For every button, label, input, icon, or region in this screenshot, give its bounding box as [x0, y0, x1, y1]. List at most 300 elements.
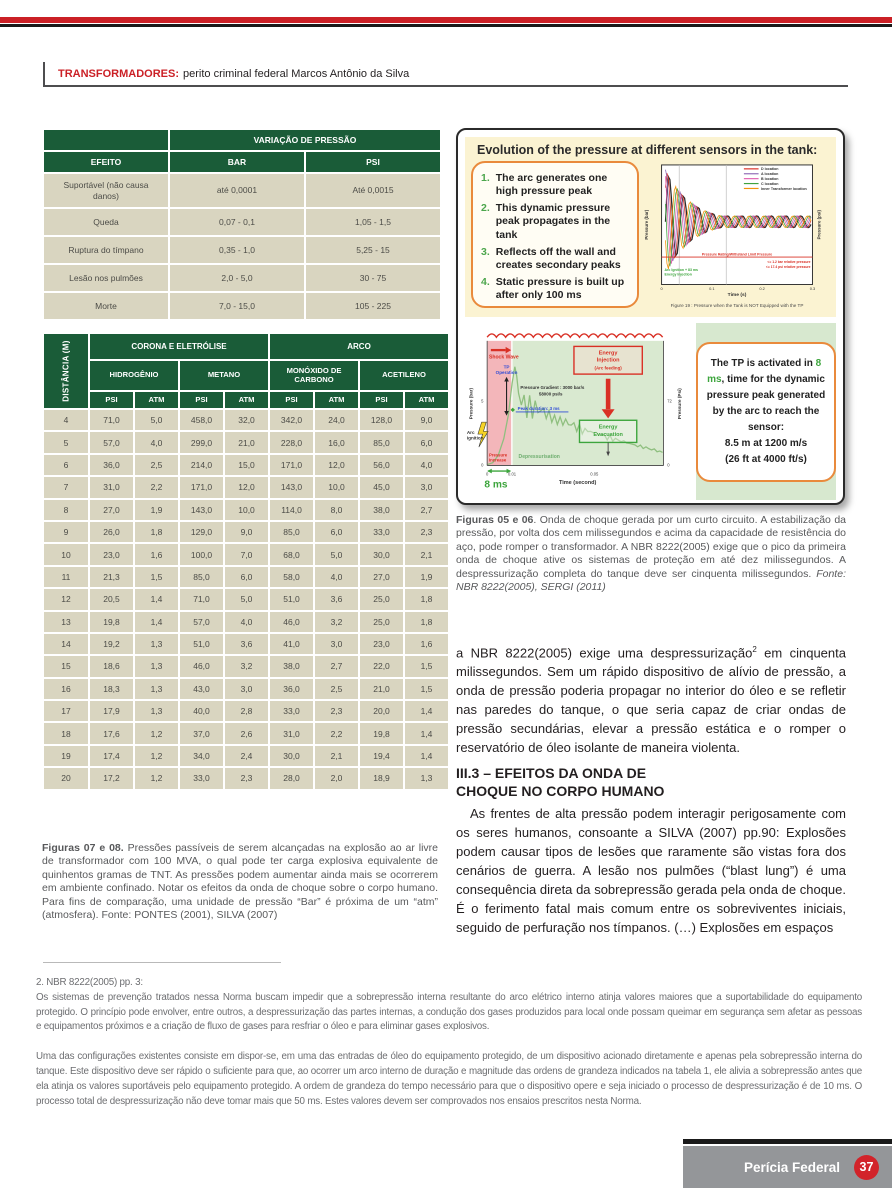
- figure05-title: Evolution of the pressure at different sensors in the tank:: [477, 143, 818, 157]
- list-text: This dynamic pressure peak propagates in the tank: [495, 202, 611, 241]
- table2-cell: 6,0: [225, 567, 268, 587]
- table2-cell: 41,0: [270, 634, 313, 654]
- distance-header-label: DISTÂNCIA (M): [61, 340, 71, 402]
- pressure-variation-table: [42, 128, 442, 321]
- x-tick: 0.1: [708, 285, 715, 291]
- 8ms-label: 8 ms: [484, 479, 508, 491]
- table2-cell: 3,0: [405, 477, 448, 497]
- x-tick: 0.05: [590, 471, 599, 477]
- table1-col-header: PSI: [306, 152, 440, 172]
- table2-cell: 2,5: [135, 455, 178, 475]
- table2-cell: 171,0: [270, 455, 313, 475]
- x-tick: 0.2: [758, 285, 765, 291]
- table2-row: [44, 432, 448, 452]
- table2-cell: 128,0: [360, 410, 403, 430]
- table2-row: [44, 455, 448, 475]
- table1-cell: 105 - 225: [306, 293, 440, 319]
- table2-cell: 7,0: [225, 544, 268, 564]
- table2-group-header: ARCO: [270, 334, 448, 359]
- heading-line: CHOQUE NO CORPO HUMANO: [456, 783, 665, 799]
- table2-cell: 17,2: [90, 768, 133, 788]
- table2-cell: 20,0: [360, 701, 403, 721]
- figure05-list-item: [481, 276, 632, 302]
- table2-cell: 9,0: [225, 522, 268, 542]
- table2-cell: 8,0: [315, 500, 358, 520]
- table2-cell: 71,0: [90, 410, 133, 430]
- table2-cell: 28,0: [270, 768, 313, 788]
- arc-ignition-label: Ignition: [466, 435, 484, 441]
- table2-cell: 85,0: [270, 522, 313, 542]
- section-subtitle: perito criminal federal Marcos Antônio da Silva: [183, 67, 410, 80]
- table2-cell: 13: [44, 612, 88, 632]
- table2-cell: 4: [44, 410, 88, 430]
- table1-cell: Ruptura do tímpano: [44, 237, 168, 263]
- table2-cell: 2,8: [225, 701, 268, 721]
- table2-cell: 2,0: [315, 768, 358, 788]
- table1-span-header: VARIAÇÃO DE PRESSÃO: [170, 130, 440, 150]
- table2-cell: 4,0: [135, 432, 178, 452]
- table2-cell: 143,0: [180, 500, 223, 520]
- table2-cell: 3,2: [225, 656, 268, 676]
- figure05-chart: [639, 159, 836, 312]
- table2-cell: 3,6: [225, 634, 268, 654]
- legend-label: A location: [760, 172, 778, 177]
- table2-cell: 8: [44, 500, 88, 520]
- table2-cell: 14: [44, 634, 88, 654]
- table2-cell: 51,0: [180, 634, 223, 654]
- table1-cell: 2,0 - 5,0: [170, 265, 304, 291]
- footnotes: [36, 976, 862, 1109]
- table2-cell: 17,6: [90, 723, 133, 743]
- table2-cell: 1,4: [405, 701, 448, 721]
- table2-cell: 1,4: [135, 612, 178, 632]
- y-tick: 0: [667, 462, 670, 468]
- list-text: The arc generates one high pressure peak: [495, 172, 608, 198]
- table2-cell: 2,6: [225, 723, 268, 743]
- table2-cell: 2,3: [225, 768, 268, 788]
- table2-gas-header: ACETILENO: [360, 361, 448, 390]
- note-speed: 8.5 m at 1200 m/s: [724, 437, 808, 449]
- table2-cell: 45,0: [360, 477, 403, 497]
- table2-cell: 21,0: [225, 432, 268, 452]
- unit-header: ATM: [225, 392, 268, 408]
- table2-cell: 17: [44, 701, 88, 721]
- table2-cell: 5,0: [315, 544, 358, 564]
- pressure-sensors-chart: [640, 159, 836, 312]
- note-speed-ft: (26 ft at 4000 ft/s): [725, 453, 807, 465]
- shockwave-label: Shock Wave: [489, 354, 519, 361]
- legend-label: C location: [760, 181, 778, 186]
- table2-gas-header: MONÓXIDO DE CARBONO: [270, 361, 358, 390]
- limit-note: <= 17.4 psi relative pressure: [765, 264, 811, 269]
- table2-cell: 20,5: [90, 589, 133, 609]
- table2-cell: 19,8: [90, 612, 133, 632]
- page-number-badge: 37: [854, 1155, 879, 1180]
- wavy-line: [487, 334, 662, 337]
- table2-cell: 30,0: [270, 746, 313, 766]
- table2-cell: 1,2: [135, 723, 178, 743]
- figure-06: [465, 323, 836, 500]
- figure05-list-item: [481, 202, 632, 241]
- table2-cell: 24,0: [315, 410, 358, 430]
- table1-row: [44, 237, 440, 263]
- table1-cell: até 0,0001: [170, 174, 304, 207]
- table2-cell: 228,0: [270, 432, 313, 452]
- table2-cell: 2,3: [315, 701, 358, 721]
- legend-label: Inner Transformer location: [760, 186, 807, 191]
- caption-text: . Onda de choque gerada por um curto circuito. A estabilização da pressão, por volta dos cem milissegundos e acima da capacidade de resistência do aço, pode romper o transformador. A NBR 8222(2005) exige que o pico da primeira onda de choque ative os sistemas de proteção em até dez milissegundos. A despressurização completa do tanque deve ser cinquenta milissegundos.: [456, 514, 847, 580]
- page-footer: [683, 1146, 892, 1188]
- arc-note: Energy Injection: [664, 272, 692, 277]
- table1-cell: 0,35 - 1,0: [170, 237, 304, 263]
- top-red-bar: [0, 17, 892, 23]
- note-text: The TP is activated in: [710, 357, 816, 369]
- table2-cell: 30,0: [360, 544, 403, 564]
- table2-cell: 12: [44, 589, 88, 609]
- note-highlight: 8 ms: [707, 357, 822, 385]
- table2-cell: 36,0: [270, 679, 313, 699]
- table2-cell: 2,5: [315, 679, 358, 699]
- table1-cell: Morte: [44, 293, 168, 319]
- footer-brand: Perícia Federal: [743, 1159, 840, 1175]
- table2-cell: 2,4: [225, 746, 268, 766]
- table2-cell: 16,0: [315, 432, 358, 452]
- caption-source: Fonte: NBR 8222(2005), SERGI (2011): [456, 567, 846, 594]
- table1-row: [44, 265, 440, 291]
- depressurisation-label: Depressurisation: [518, 454, 560, 461]
- table2-cell: 1,8: [405, 589, 448, 609]
- x-tick: 0.01: [508, 471, 517, 477]
- table2-cell: 71,0: [180, 589, 223, 609]
- shockwave-chart: [465, 323, 694, 500]
- table2-cell: 2,1: [315, 746, 358, 766]
- table2-cell: 57,0: [90, 432, 133, 452]
- table2-row: [44, 746, 448, 766]
- table2-cell: 1,5: [135, 567, 178, 587]
- table1-cell: 0,07 - 0,1: [170, 209, 304, 235]
- heading-line: III.3 – EFEITOS DA ONDA DE: [456, 765, 647, 781]
- wavy-red-line: [487, 334, 662, 337]
- pressure-increase-label: Increase: [489, 457, 507, 463]
- table2-unit-row: [44, 392, 448, 408]
- legend-label: B location: [760, 177, 778, 182]
- table2-cell: 22,0: [360, 656, 403, 676]
- caption-figs-07-08: [42, 842, 438, 922]
- y-axis-label-left: Pressure (bar): [468, 388, 474, 420]
- table2-row: [44, 567, 448, 587]
- table2-cell: 23,0: [360, 634, 403, 654]
- distance-pressure-table: [42, 332, 450, 791]
- table2-cell: 20: [44, 768, 88, 788]
- table1-col-header: BAR: [170, 152, 304, 172]
- figure-05-06-panel: [456, 128, 845, 505]
- table2-cell: 458,0: [180, 410, 223, 430]
- figure05-list: [471, 161, 639, 308]
- table2-row: [44, 679, 448, 699]
- body-paragraph-1: [456, 640, 846, 757]
- table2-cell: 18,3: [90, 679, 133, 699]
- caption-figs-05-06: [456, 514, 846, 594]
- table1-col-header: EFEITO: [44, 152, 168, 172]
- table2-gas-header: METANO: [180, 361, 268, 390]
- table2-cell: 342,0: [270, 410, 313, 430]
- table2-cell: 299,0: [180, 432, 223, 452]
- table2-cell: 32,0: [225, 410, 268, 430]
- list-number: 3.: [481, 245, 490, 258]
- legend-label: D location: [760, 167, 778, 172]
- table2-cell: 4,0: [225, 612, 268, 632]
- table2-cell: 1,2: [135, 768, 178, 788]
- figure05-list-item: [481, 246, 632, 272]
- table2-cell: 10: [44, 544, 88, 564]
- table2-cell: 5,0: [225, 589, 268, 609]
- table2-row: [44, 634, 448, 654]
- table1-cell: Lesão nos pulmões: [44, 265, 168, 291]
- table1-cell: 1,05 - 1,5: [306, 209, 440, 235]
- table2-cell: 46,0: [180, 656, 223, 676]
- table2-cell: 1,3: [135, 679, 178, 699]
- table2-cell: 1,3: [135, 701, 178, 721]
- table2-cell: 85,0: [360, 432, 403, 452]
- table2-cell: 21,0: [360, 679, 403, 699]
- caption-text: Pressões passíveis de serem alcançadas na explosão ao ar livre de transformador com 100 MVA, o qual pode ter carga explosiva equivalente de quinhentos gramas de TNT. As pressões podem aumentar ainda mais se ocorrerem em ambiente confinado. Notar os efeitos da onda de choque sobre o corpo humano. Para fins de comparação, uma unidade de pressão “Bar” é próxima de um “atm” (atmosfera). Fonte: PONTES (2001), SILVA (2007): [42, 842, 438, 922]
- table2-cell: 3,2: [315, 612, 358, 632]
- table2-cell: 26,0: [90, 522, 133, 542]
- table2-cell: 40,0: [180, 701, 223, 721]
- table2-cell: 56,0: [360, 455, 403, 475]
- table2-cell: 3,0: [225, 679, 268, 699]
- table2-cell: 1,9: [135, 500, 178, 520]
- arc-feeding-label: (Arc feeding): [594, 365, 622, 371]
- table2-cell: 12,0: [315, 455, 358, 475]
- energy-evacuation-label: Energy: [598, 424, 618, 431]
- table1-cell: Queda: [44, 209, 168, 235]
- unit-header: ATM: [405, 392, 448, 408]
- unit-header: PSI: [360, 392, 403, 408]
- peak-duration-label: Peak duration: 3 ms: [517, 406, 560, 412]
- table2-row: [44, 500, 448, 520]
- table1-cell: 30 - 75: [306, 265, 440, 291]
- table2-cell: 4,0: [405, 455, 448, 475]
- table2-cell: 3,0: [315, 634, 358, 654]
- table2-cell: 10,0: [315, 477, 358, 497]
- table2-cell: 27,0: [90, 500, 133, 520]
- table2-cell: 1,2: [135, 746, 178, 766]
- table2-header-row: [44, 334, 448, 359]
- x-tick: 0.3: [809, 285, 815, 291]
- table2-cell: 2,2: [135, 477, 178, 497]
- section-tag: TRANSFORMADORES:: [58, 67, 179, 80]
- table2-cell: 46,0: [270, 612, 313, 632]
- table2-cell: 9: [44, 522, 88, 542]
- table2-cell: 1,3: [135, 656, 178, 676]
- table1-header-row: [44, 130, 440, 150]
- table2-cell: 171,0: [180, 477, 223, 497]
- footer-black-bar: [683, 1139, 892, 1144]
- table2-cell: 6,0: [405, 432, 448, 452]
- arc-ignition-label: Arc: [466, 430, 475, 436]
- table2-cell: 114,0: [270, 500, 313, 520]
- table2-cell: 6,0: [315, 522, 358, 542]
- table2-row: [44, 410, 448, 430]
- table2-cell: 18: [44, 723, 88, 743]
- table2-cell: 27,0: [360, 567, 403, 587]
- table2-cell: 15: [44, 656, 88, 676]
- limit-note: <= 1.2 bar relative pressure: [766, 259, 811, 264]
- list-number: 1.: [481, 172, 490, 184]
- table2-cell: 51,0: [270, 589, 313, 609]
- list-text: Reflects off the wall and creates secondary peaks: [495, 245, 621, 271]
- table2-cell: 36,0: [90, 455, 133, 475]
- table2-cell: 18,6: [90, 656, 133, 676]
- table2-row: [44, 723, 448, 743]
- section-header: [43, 62, 848, 87]
- table2-cell: 100,0: [180, 544, 223, 564]
- table2-cell: 11: [44, 567, 88, 587]
- table2-cell: 1,4: [405, 746, 448, 766]
- table2-cell: 15,0: [225, 455, 268, 475]
- table2-cell: 17,4: [90, 746, 133, 766]
- table2-cell: 2,2: [315, 723, 358, 743]
- table2-cell: 23,0: [90, 544, 133, 564]
- list-number: 4.: [481, 275, 490, 288]
- body-text: em cinquenta milissegundos. Sem um rápido dispositivo de alívio de pressão, a onda de pressão poderia propagar no interior do óleo e se refletir nas paredes do tanque, o que seria capaz de criar ondas de pressão secundárias, elevar a pressão estática e o romper o reservatório de óleo isolante de maneira violenta.: [456, 645, 846, 756]
- x-axis-label: Time (second): [558, 479, 597, 486]
- note-text: , time for the dynamic pressure peak generated by the arc to reach the sensor:: [706, 373, 826, 433]
- table2-cell: 1,4: [405, 723, 448, 743]
- table1-cell: 5,25 - 15: [306, 237, 440, 263]
- table2-cell: 25,0: [360, 589, 403, 609]
- table2-cell: 9,0: [405, 410, 448, 430]
- table1-row: [44, 209, 440, 235]
- footnote-paragraph: Os sistemas de prevenção tratados nessa Norma buscam impedir que a sobrepressão interna resultante do arco elétrico interno atinja valores maiores que a suportabilidade do equipamento protegido. O princípio pode envolver, entre outros, a despressurização das partes internas, a condução dos gases produzidos para local onde possam queimar em segurança sem afetar as pessoas e equipamentos próximos e a criação de fluxo de gases para resfriar o óleo e para eliminar gases explosivos.: [36, 991, 862, 1033]
- unit-header: ATM: [135, 392, 178, 408]
- table2-cell: 38,0: [270, 656, 313, 676]
- tp-operation-label: TP: [503, 364, 510, 370]
- table2-cell: 58,0: [270, 567, 313, 587]
- figure19-caption: Figure 19 : Pressure when the Tank is NOT Equipped with the TP: [670, 303, 803, 309]
- table2-gas-header: HIDROGÊNIO: [90, 361, 178, 390]
- table2-cell: 2,7: [315, 656, 358, 676]
- list-text: Static pressure is built up after only 100 ms: [495, 275, 625, 301]
- table1-cell: 7,0 - 15,0: [170, 293, 304, 319]
- table2-cell: 1,9: [405, 567, 448, 587]
- tp-operation-label: Operation: [495, 370, 518, 376]
- table2-cell: 143,0: [270, 477, 313, 497]
- table2-cell: 37,0: [180, 723, 223, 743]
- table2-cell: 1,6: [405, 634, 448, 654]
- table2-cell: 33,0: [270, 701, 313, 721]
- table2-cell: 18,9: [360, 768, 403, 788]
- table2-cell: 1,6: [135, 544, 178, 564]
- list-number: 2.: [481, 202, 490, 215]
- table2-row: [44, 612, 448, 632]
- table2-cell: 43,0: [180, 679, 223, 699]
- table2-cell: 57,0: [180, 612, 223, 632]
- table2-cell: 5,0: [135, 410, 178, 430]
- footnote-marker: 2: [752, 645, 757, 654]
- table2-cell: 5: [44, 432, 88, 452]
- table2-cell: 31,0: [90, 477, 133, 497]
- table2-cell: 38,0: [360, 500, 403, 520]
- limit-label: Pressure Rating/Withstand Limit Pressure: [701, 252, 772, 257]
- table2-distance-header: [44, 334, 88, 408]
- table2-cell: 68,0: [270, 544, 313, 564]
- table2-cell: 1,3: [405, 768, 448, 788]
- table2-cell: 25,0: [360, 612, 403, 632]
- table2-cell: 2,1: [405, 544, 448, 564]
- figure05-list-item: [481, 172, 632, 198]
- body-paragraph-2: As frentes de alta pressão podem interagir perigosamente com os seres humanos, consoante a SILVA (2007) pp.90: Explosões podem causar tipos de lesões que raramente são vistas fora dos cenários de guerra. A lesão nos pulmões (“blast lung”) é uma consequência direta da sobrepressão gerada pela onda de choque. É o ferimento fatal mais comum entre os sobreviventes iniciais, seguido de perfuração nos tímpanos. (…) Explosões em espaços: [456, 806, 846, 935]
- table1-row: [44, 174, 440, 207]
- table2-cell: 129,0: [180, 522, 223, 542]
- unit-header: PSI: [270, 392, 313, 408]
- table2-cell: 6: [44, 455, 88, 475]
- energy-evacuation-label: Evacuation: [593, 431, 623, 438]
- table2-group-header: CORONA E ELETRÓLISE: [90, 334, 268, 359]
- unit-header: PSI: [180, 392, 223, 408]
- footnote-divider: [43, 962, 281, 963]
- figure06-note-area: [696, 323, 836, 500]
- footnote-paragraph: Uma das configurações existentes consiste em dispor-se, em uma das entradas de óleo do equipamento protegido, de um dispositivo acionado diretamente e apenas pela sobrepressão interna do tanque. Este dispositivo deve ser rápido o suficiente para que, ao ocorrer um arco interno de duração e magnitude das ordens de grandeza indicados na tabela 1, ele alivia a sobrepressão antes que ela atinja os valores suportáveis pelo equipamento protegido. A ordem de grandeza do tempo necessário para que o dispositivo opere e seja iniciado o processo de despressurização é de 10 ms. O processo total de despressurização não deve tomar mais que 50 ms. Estes valores devem ser comprovados nos ensaios prescritos nesta Norma.: [36, 1051, 862, 1107]
- arc-note: Arc Ignition + 83 ms: [664, 267, 698, 272]
- unit-header: ATM: [315, 392, 358, 408]
- y-tick: 5: [481, 398, 484, 404]
- y-axis-label-right: Pressure (psi): [815, 210, 821, 240]
- table1-blank-cell: [44, 130, 168, 150]
- x-axis-label: Time (s): [727, 293, 746, 299]
- caption-prefix: Figuras 07 e 08.: [42, 842, 124, 854]
- table2-cell: 214,0: [180, 455, 223, 475]
- table2-cell: 2,7: [405, 500, 448, 520]
- energy-injection-label: Energy: [598, 350, 618, 357]
- table1-cell: Até 0,0015: [306, 174, 440, 207]
- table2-cell: 16: [44, 679, 88, 699]
- table2-subgroup-row: [44, 361, 448, 390]
- table2-cell: 85,0: [180, 567, 223, 587]
- figure06-note-box: [696, 342, 836, 482]
- table2-cell: 19: [44, 746, 88, 766]
- y-tick: 0: [481, 462, 484, 468]
- table2-cell: 21,3: [90, 567, 133, 587]
- gradient-label: Pressure Gradient : 3000 bar/s: [520, 384, 585, 390]
- y-axis-label-left: Pressure (bar): [643, 209, 649, 240]
- table2-cell: 1,5: [405, 679, 448, 699]
- table2-cell: 12,0: [225, 477, 268, 497]
- table2-cell: 33,0: [360, 522, 403, 542]
- top-black-bar: [0, 24, 892, 27]
- gradient-label: 58000 psi/s: [538, 391, 563, 397]
- table2-row: [44, 477, 448, 497]
- table2-cell: 17,9: [90, 701, 133, 721]
- table2-row: [44, 768, 448, 788]
- caption-prefix: Figuras 05 e 06: [456, 514, 534, 526]
- footnote-ref: 2. NBR 8222(2005) pp. 3:: [36, 977, 143, 988]
- section-heading: [456, 764, 664, 800]
- table2-row: [44, 701, 448, 721]
- table2-cell: 2,3: [405, 522, 448, 542]
- unit-header: PSI: [90, 392, 133, 408]
- table2-cell: 7: [44, 477, 88, 497]
- table2-cell: 10,0: [225, 500, 268, 520]
- table2-cell: 34,0: [180, 746, 223, 766]
- y-axis-label-right: Pressure (Psi): [677, 388, 683, 420]
- table2-cell: 19,8: [360, 723, 403, 743]
- table2-cell: 19,2: [90, 634, 133, 654]
- table2-row: [44, 544, 448, 564]
- x-tick: 0: [486, 471, 489, 477]
- table2-cell: 33,0: [180, 768, 223, 788]
